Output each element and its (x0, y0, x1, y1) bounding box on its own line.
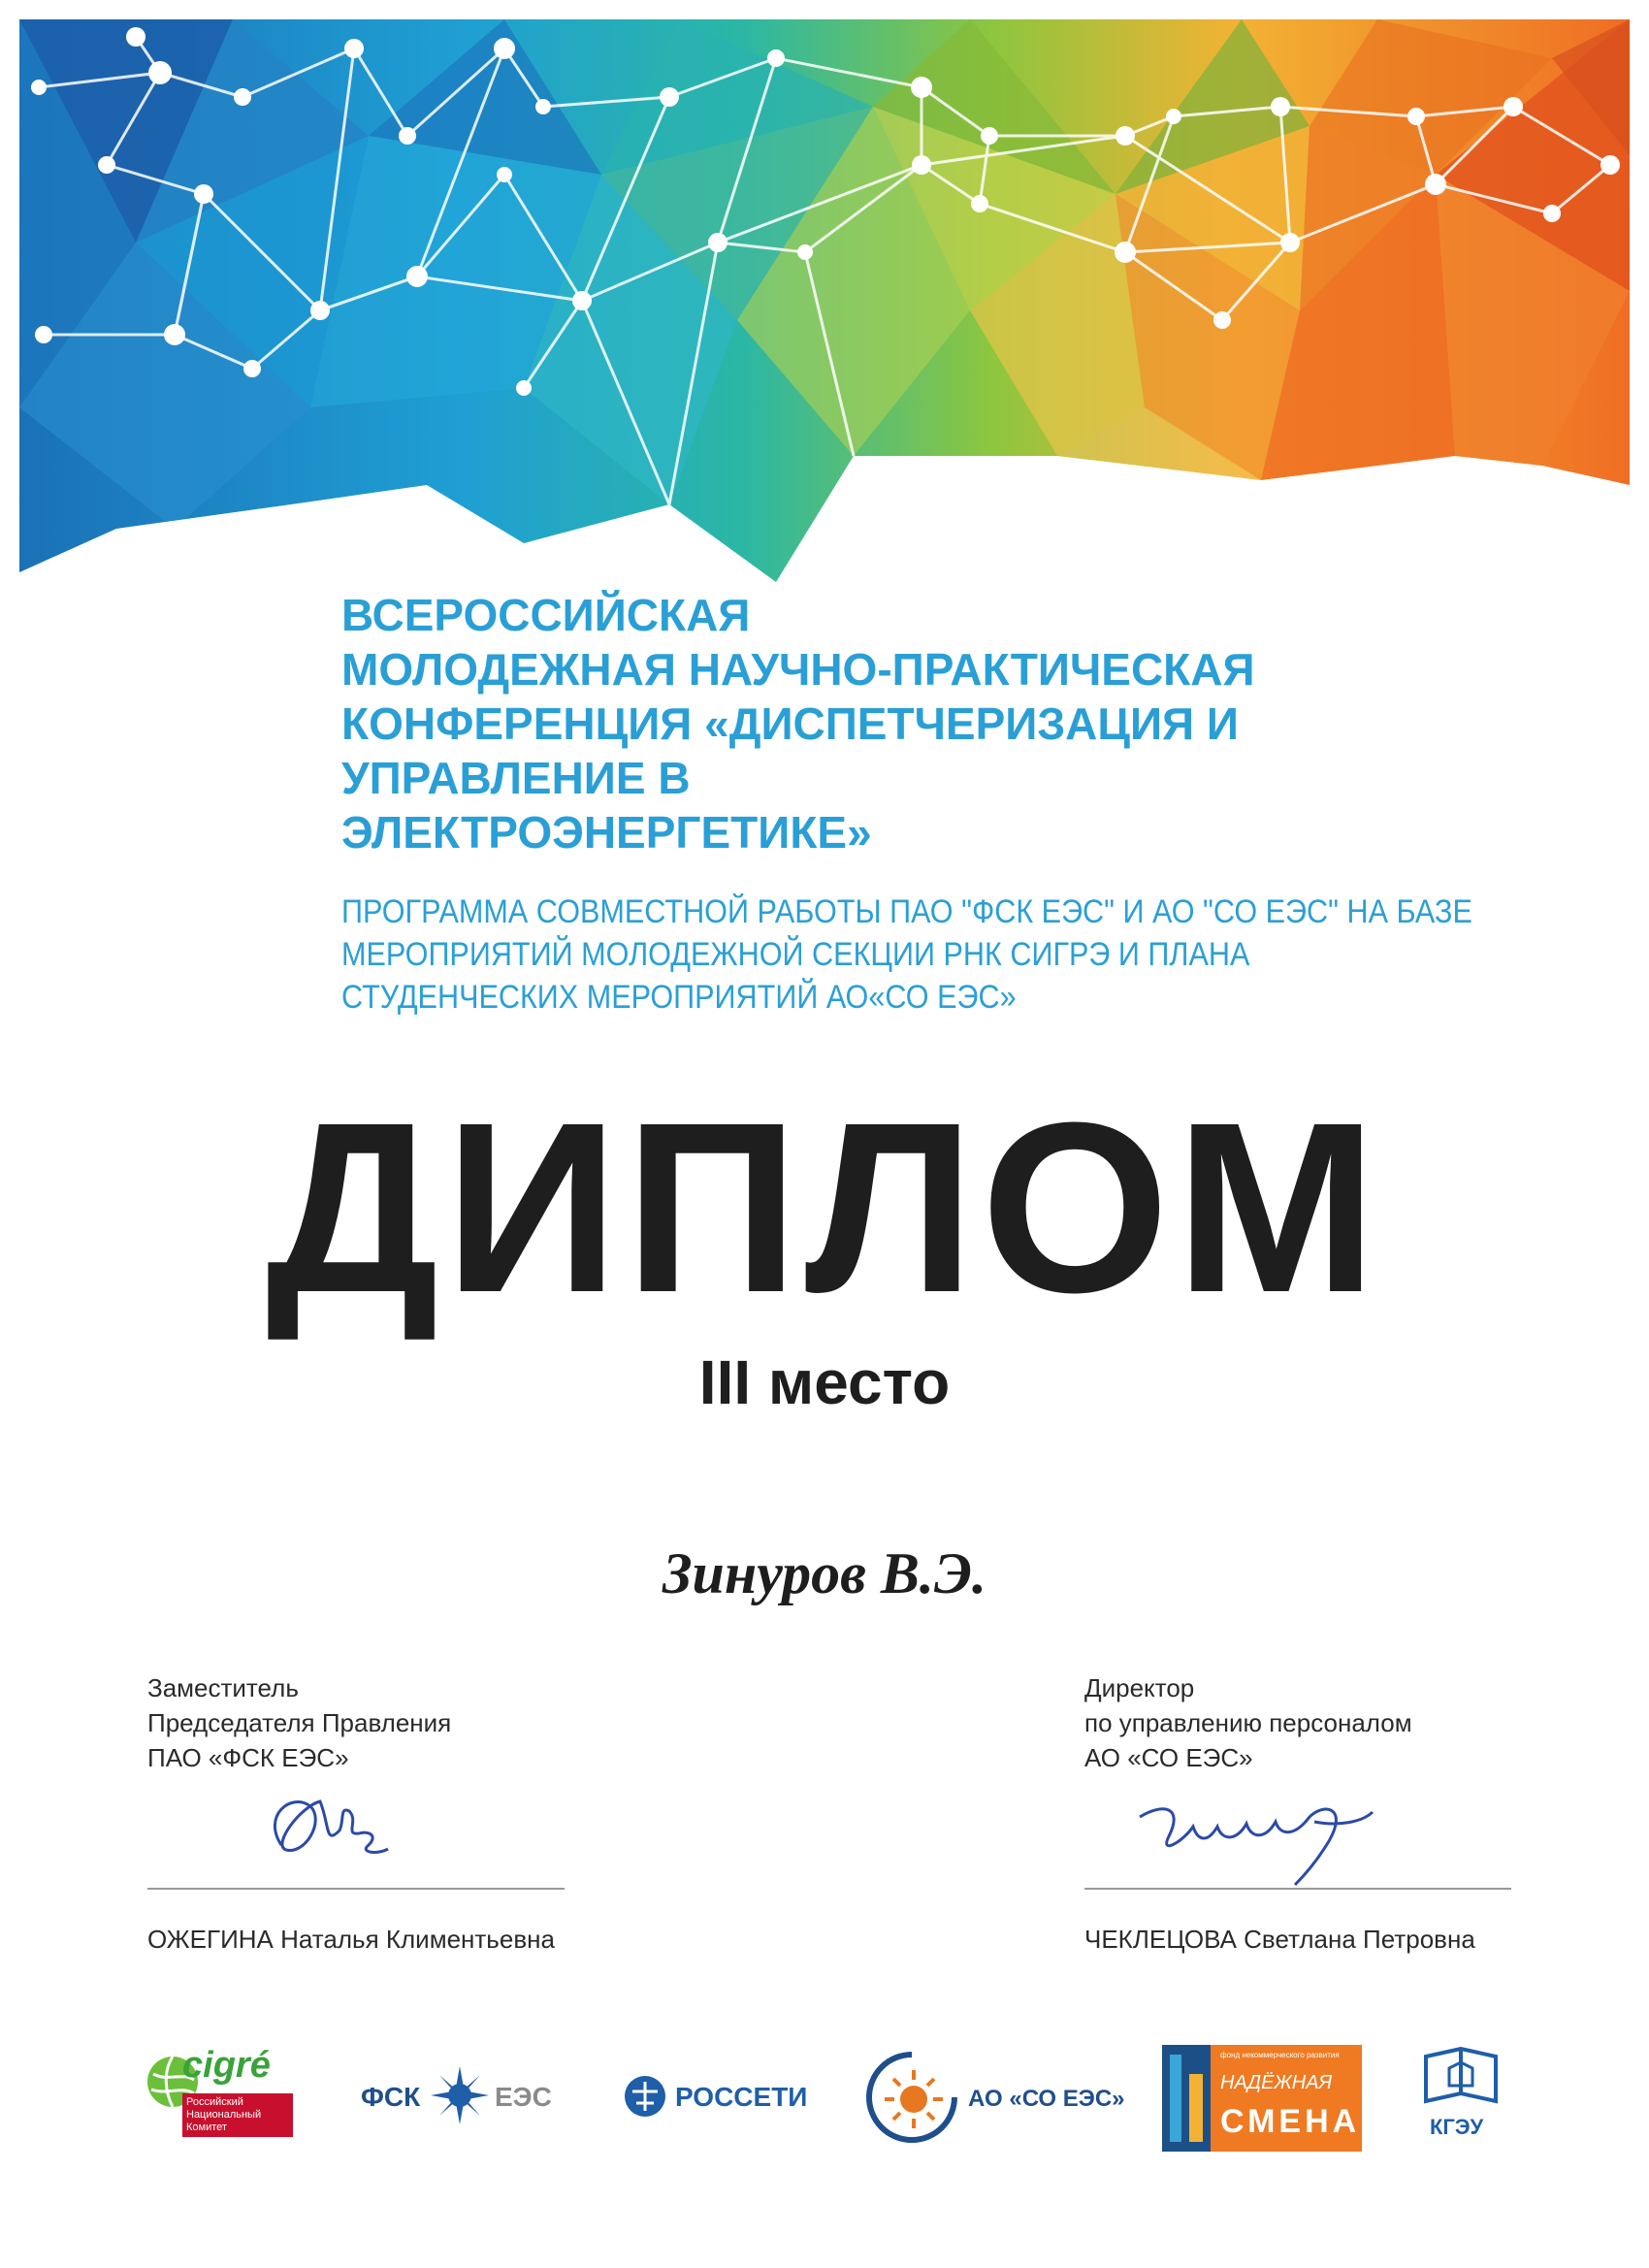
program-subtitle-line: МЕРОПРИЯТИЙ МОЛОДЕЖНОЙ СЕКЦИИ РНК СИГРЭ И ПЛАНА (341, 936, 1250, 973)
signature-fsk (252, 1777, 407, 1884)
kgeu-book-icon (1422, 2047, 1500, 2107)
smena-top-text: НАДЁЖНАЯ (1220, 2072, 1333, 2093)
smena-image-block (1162, 2045, 1211, 2152)
cigre-caption-line: Национальный (186, 2109, 262, 2121)
fsk-right-text: ЕЭС (495, 2082, 552, 2112)
signer-position (1084, 1670, 1511, 1775)
program-subtitle-line: СТУДЕНЧЕСКИХ МЕРОПРИЯТИЙ АО«СО ЕЭС» (341, 979, 1017, 1016)
signer-position-line: по управлению персоналом (1084, 1708, 1412, 1737)
logo-rosseti (623, 2045, 807, 2152)
signer-position-line: Председателя Правления (147, 1708, 452, 1737)
signer-name: ОЖЕГИНА Наталья Климентьевна (147, 1925, 555, 1954)
rosseti-icon (623, 2074, 667, 2119)
award-place: III место (698, 1347, 951, 1417)
signer-name: ЧЕКЛЕЦОВА Светлана Петровна (1084, 1925, 1475, 1954)
logo-fsk-ees (361, 2045, 565, 2152)
conference-title-line: КОНФЕРЕНЦИЯ «ДИСПЕТЧЕРИЗАЦИЯ И (341, 698, 1239, 749)
signer-position-line: Заместитель (147, 1673, 299, 1702)
so-ees-sun-icon (863, 2049, 960, 2146)
conference-title (341, 588, 1457, 859)
signer-position-line: АО «СО ЕЭС» (1084, 1743, 1253, 1772)
logo-cigre (144, 2045, 289, 2152)
signer-position (147, 1670, 565, 1775)
signer-fsk (147, 1670, 565, 1775)
conference-title-line: ВСЕРОССИЙСКАЯ (341, 590, 751, 640)
conference-title-line: МОЛОДЕЖНАЯ НАУЧНО-ПРАКТИЧЕСКАЯ (341, 644, 1255, 695)
so-ees-name: АО «СО ЕЭС» (968, 2086, 1125, 2112)
fsk-left-text: ФСК (361, 2082, 421, 2112)
conference-title-line: УПРАВЛЕНИЕ В (341, 753, 691, 803)
kgeu-name: КГЭУ (1430, 2115, 1484, 2139)
cigre-caption (182, 2093, 293, 2137)
recipient-name: Зинуров В.Э. (663, 1541, 986, 1605)
smena-orange-block (1211, 2045, 1362, 2152)
cigre-caption-line: Комитет (186, 2122, 227, 2133)
program-subtitle (341, 891, 1472, 1019)
signer-so-ees (1084, 1670, 1511, 1775)
decorative-polygon-banner (0, 0, 1649, 601)
logo-nadezhnaya-smena (1162, 2045, 1362, 2152)
signature-line-left (147, 1888, 565, 1890)
diploma-heading: ДИПЛОМ (266, 1072, 1383, 1343)
rosseti-name: РОССЕТИ (675, 2082, 808, 2112)
signer-position-line: ПАО «ФСК ЕЭС» (147, 1743, 349, 1772)
smena-small-text: фонд некоммерческого развития (1220, 2051, 1340, 2059)
signer-position-line: Директор (1084, 1673, 1195, 1702)
conference-title-line: ЭЛЕКТРОЭНЕРГЕТИКЕ» (341, 807, 872, 858)
signature-so-ees (1125, 1783, 1387, 1890)
cigre-caption-line: Российский (186, 2096, 243, 2108)
fsk-star-icon (431, 2066, 489, 2124)
cigre-name: cigré (182, 2045, 271, 2086)
program-subtitle-line: ПРОГРАММА СОВМЕСТНОЙ РАБОТЫ ПАО "ФСК ЕЭС" И АО "СО ЕЭС" НА БАЗЕ (341, 893, 1472, 930)
partner-logos (136, 2045, 1513, 2152)
smena-bottom-text: СМЕНА (1220, 2103, 1361, 2140)
logo-kgeu (1412, 2045, 1513, 2152)
signature-line-right (1084, 1888, 1511, 1890)
logo-so-ees (863, 2045, 1125, 2152)
